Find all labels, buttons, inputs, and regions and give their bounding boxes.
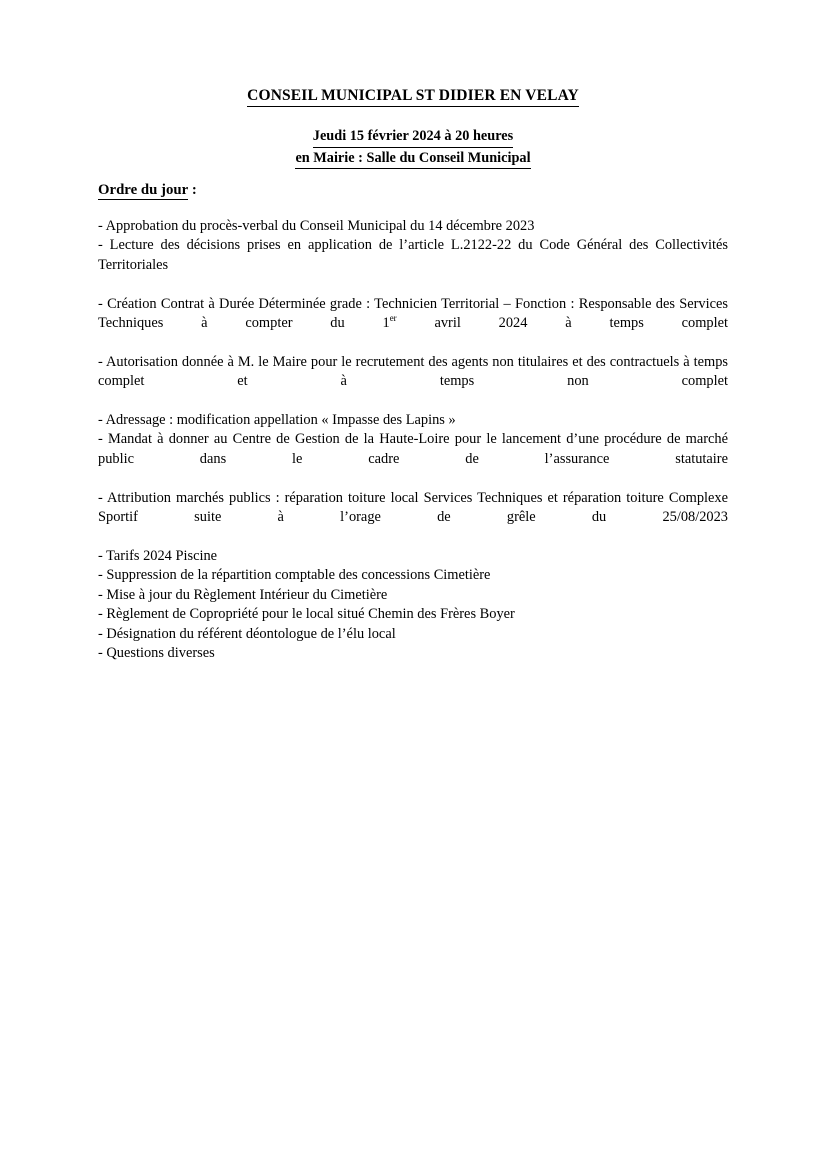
agenda-item: - Tarifs 2024 Piscine xyxy=(98,547,218,564)
agenda-item xyxy=(98,295,728,353)
agenda-list xyxy=(98,217,728,663)
agenda-item: - Lecture des décisions prises en application de l’article L.2122-22 du Code Général des Collectivités Territoriales xyxy=(98,237,728,273)
agenda-item: - Autorisation donnée à M. le Maire pour le recrutement des agents non titulaires et des contractuels à temps complet et à temps non complet xyxy=(98,353,728,390)
page-title: CONSEIL MUNICIPAL ST DIDIER EN VELAY xyxy=(247,86,579,107)
meeting-details xyxy=(0,126,826,169)
agenda-heading-label: Ordre du jour xyxy=(98,182,189,198)
agenda-item: - Suppression de la répartition comptable des concessions Cimetière xyxy=(98,567,491,584)
agenda-heading xyxy=(98,182,197,200)
document-header xyxy=(0,86,826,107)
meeting-datetime: Jeudi 15 février 2024 à 20 heures xyxy=(313,127,513,148)
agenda-item: - Règlement de Copropriété pour le local situé Chemin des Frères Boyer xyxy=(98,606,515,623)
meeting-location: en Mairie : Salle du Conseil Municipal xyxy=(295,149,530,170)
ordinal-suffix: er xyxy=(389,313,397,324)
agenda-heading-colon: : xyxy=(188,182,197,198)
agenda-item: - Désignation du référent déontologue de l’élu local xyxy=(98,625,396,642)
agenda-item: - Adressage : modification appellation « Impasse des Lapins » xyxy=(98,412,456,429)
agenda-item: - Questions diverses xyxy=(98,644,215,661)
agenda-item: - Attribution marchés publics : réparation toiture local Services Techniques et réparation toiture Complexe Sportif suite à l’orage de grêle du 25/08/2023 xyxy=(98,489,728,526)
agenda-item: - Approbation du procès-verbal du Conseil Municipal du 14 décembre 2023 xyxy=(98,218,535,234)
agenda-item-text-continued: avril 2024 à temps complet xyxy=(396,315,728,332)
meeting-location-line xyxy=(0,148,826,170)
agenda-item-text: - Création Contrat à Durée Déterminée grade : Technicien Territorial – Fonction : Responsable des Services Techniques à compter du 1 xyxy=(98,295,728,332)
agenda-item: - Mise à jour du Règlement Intérieur du Cimetière xyxy=(98,586,388,603)
meeting-datetime-line xyxy=(0,126,826,148)
agenda-item: - Mandat à donner au Centre de Gestion de la Haute-Loire pour le lancement d’une procédure de marché public dans le cadre de l’assurance statutaire xyxy=(98,431,728,467)
